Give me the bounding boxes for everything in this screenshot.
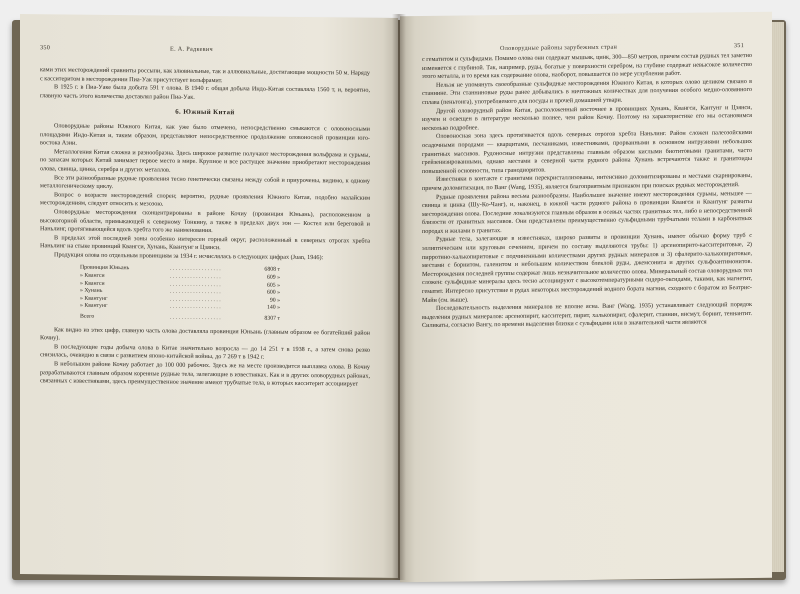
province-name: » Квангси	[80, 272, 105, 279]
production-value: 140 »	[266, 305, 280, 312]
production-value: 90 »	[269, 297, 280, 304]
province-name: » Квантунг	[80, 303, 108, 310]
section-title: 6. Южный Китай	[175, 109, 235, 117]
paragraph: Все эти разнообразные рудные проявления тесно генетически связаны между собой и приурочены, видимо, к одному металлогеническому циклу.	[40, 173, 370, 191]
paragraph: Последовательность выделения минералов не вполне ясна. Ванг (Wang, 1935) устанавливает следующий порядок выделения рудных минералов: арсенопирит, касситерит, пирит, халькопирит, сфалерит, станнин, висмут, борнит, теннантит. Силикаты, согласно Вангу, по времени выделения близки с сульфидами или в значительной части являются	[422, 301, 752, 330]
paragraph: В пределах этой последней зоны особенно интересен горный округ, расположенный в северных отрогах хребта Наньлинг на стыке провинций Квангси, Хунань, Квантунг и Цзянси.	[40, 234, 370, 252]
production-value: 600 »	[266, 289, 280, 296]
paragraph: Нельзя не упомянуть своеобразные сульфидные месторождения Южного Китая, в которых олово целиком связано в станнине. Эти станниновые руды ранее добывались в ничтожных количествах для получения особого медно-оловянного сплава (пеньтонга), употребляемого для посуды и прочей домашней утвари.	[422, 77, 752, 106]
right-page-number: 351	[733, 42, 744, 50]
province-name: Всего	[80, 313, 95, 320]
paragraph: В последующие годы добыча олова в Китае значительно возросла — до 14 251 т в 1938 г., а затем снова резко снизилась, очевидно в связи с развитием японо-китайской войны, до 7 269 т в 1942 г.	[40, 343, 370, 361]
province-name: » Квантунг	[80, 295, 108, 302]
leader-dots: . . . . . . . . . . . . . . . . . .	[170, 273, 221, 281]
right-page-text	[422, 52, 752, 331]
page-edges	[772, 22, 784, 572]
table-row	[80, 303, 280, 313]
paragraph: Оловорудные месторождения сконцентрированы в районе Кочиу (провинция Юньань), расположенном в высокогорной области, примыкающей к северному Тонкину, а также в пределах двух зон — Костел или береговой и Наньлинг, протягивающейся вдоль хребта того же наименования.	[40, 208, 370, 235]
table-row	[80, 314, 280, 324]
paragraphs-after	[40, 122, 370, 263]
leader-dots: . . . . . . . . . . . . . . . . . .	[170, 288, 221, 296]
leader-dots: . . . . . . . . . . . . . . . . . .	[170, 304, 221, 311]
paragraphs-end	[40, 326, 370, 390]
paragraph: Вопрос о возрасте месторождений спорен; вероятно, рудные проявления Южного Китая, подобно малайским месторождениям, следует относить к мезозою.	[40, 191, 370, 208]
leader-dots: . . . . . . . . . . . . . . . . . .	[170, 281, 221, 288]
open-book	[12, 14, 786, 586]
leader-dots: . . . . . . . . . . . . . . . . . .	[170, 266, 221, 273]
production-value: 605 »	[266, 282, 280, 289]
production-table	[80, 265, 280, 323]
leader-dots: . . . . . . . . . . . . . . . . . .	[170, 314, 221, 322]
province-name: » Хунань	[80, 287, 103, 295]
paragraph: Продукция олова по отдельным провинциям за 1934 г. исчислялась в следующих цифрах (Juan, 1946):	[54, 251, 324, 262]
paragraph: Рудные проявления района весьма разнообразны. Наибольшее значение имеют месторождения сурьмы, меньшее — свинца и цинка (Шу-Ко-Чанг), и, наконец, в южной части рудного района в провинции Квангси и Квантунг развиты месторождения олова. Последние локализуются главным образом в осевых частях гранитных тел, либо в непосредственной близости от гранитных массивов. Они представлены преимущественно сульфидными трубчатыми телами в карбонатных породах и жилами в гранитах.	[422, 189, 752, 235]
paragraph: Как видно из этих цифр, главную часть олова доставляла провинция Юньань (главным образом ее богатейший район Кочиу).	[40, 326, 370, 342]
left-page-text	[40, 66, 370, 389]
paragraph: Другой оловорудный район Китая, расположенный восточнее в провинциях Хунань, Квангси, Кантунг и Цзянси, изучен и освещен в литературе несколько полнее, чем район Кочиу. Поэтому на характеристике его мы остановимся несколько подробнее.	[422, 103, 752, 132]
paragraph: Оловорудные районы Южного Китая, как уже было отмечено, непосредственно смыкаются с оловоносными площадями Индо-Китая и, таким образом, представляют непосредственное продолжение оловоносной провинции юго-востока Азии.	[40, 122, 370, 147]
right-running-head: Оловорудные районы зарубежных стран	[500, 43, 618, 53]
paragraphs-before	[40, 66, 370, 104]
leader-dots: . . . . . . . . . . . . . . . . . .	[170, 296, 221, 303]
province-name: » Квангси	[80, 280, 105, 287]
left-page-number: 350	[40, 44, 51, 52]
paragraph: Оловоносная зона здесь протягивается вдоль северных отрогов хребта Наньлинг. Район сложен палеозойскими осадочными породами — кварцитами, песчаниками, известняками, прорванными в основном интрузиями небольших гранитных массивов. Рудоносные интрузии представлены главным образом кислыми биотитовыми гранитами, часто грейзенизированными, однако местами в северной части рудного района Хунань встречаются также и гранитоиды повышенной основности, типа гранодиоритов.	[422, 129, 752, 175]
right-page	[400, 12, 772, 583]
production-value: 6808 т	[264, 267, 280, 274]
province-name: Провинция Юньань	[80, 265, 130, 272]
production-value: 609 »	[266, 274, 280, 281]
paragraph: В 1925 г. в Пиа-Уаке была добыта 591 т олова. В 1940 г. общая добыча Индо-Китая составляла 1560 т, и, вероятно, главную часть этого количества доставлял район Пиа-Уак.	[40, 83, 370, 101]
left-running-head: Е. А. Радкевич	[170, 45, 213, 54]
paragraph: Известняки в контакте с гранитами перекристаллизованы, интенсивно доломитизированы и местами скарнированы, причем доломитизация, по Ванг (Wang, 1935), является благоприятным признаком при поисках рудных месторождений.	[422, 172, 752, 192]
paragraph: ками этих месторождений сравниты россыпи, как элювиальные, так и аллювиальные, достигающие мощности 50 м. Наряду с касситеритом в месторождении Пиа-Уак присутствует вольфрамит.	[40, 66, 370, 84]
paragraph: Металлогения Китая сложна и разнообразна. Здесь широкое развитие получают месторождения вольфрама и сурьмы, по запасам которых Китай занимает первое место в мире. Крупное и все растущее значение приобретают месторождения олова, свинца, цинка, серебра и других металлов.	[40, 148, 370, 174]
left-page	[20, 14, 398, 578]
paragraph: с гематитом и сульфидами. Помимо олова они содержат мышьяк, цинк, 300—850 метров, причем состав рудных тел заметно изменяется с глубиной. Так, например, руды, богатые у поверхности серебром, на глубине содержат невысокое количество этого металла, и то время как содержание олова, наоборот, повышается по мере углубления работ.	[422, 51, 752, 81]
production-value: 8307 т	[264, 315, 280, 322]
paragraph: В небольшом районе Кочиу работает до 100 000 рабочих. Здесь же на месте производится выплавка олова. В Кочиу разрабатываются главным образом коренные рудные тела, залегающие в известняках. Как и в других оловорудных районах, связанных с известняками, здесь преимущественное значение имеют трубчатые тела, в которых касситерит ассоциирует	[40, 360, 370, 388]
paragraph: Рудные тела, залегающие в известняках, широко развиты в провинции Хунань, имеют обычно форму труб с эллиптическим или круговым сечением, причем по составу выделяются трубы: 1) арсенопирито-касситеритовые, 2) пирротино-халькопиритовые с подчиненными количествами других рудных минералов и 3) сфалерито-халькопиритовые, местами с борнитом, галенитом и небольшим количеством блеклой руды, джемсонита и других сульфоантимонитов. Месторождения последней группы содержат лишь незначительное количество олова. Минеральный состав оловорудных тел сложен: сульфидные минералы здесь тесно ассоциируют с высокотемпературными сидеро-оксидами, такими, как магнетит, гематит. Интересно присутствие в рудах некоторых месторождений водного бората магния, сходного с боратом из Беатрис-Майн (см. выше).	[422, 232, 752, 304]
